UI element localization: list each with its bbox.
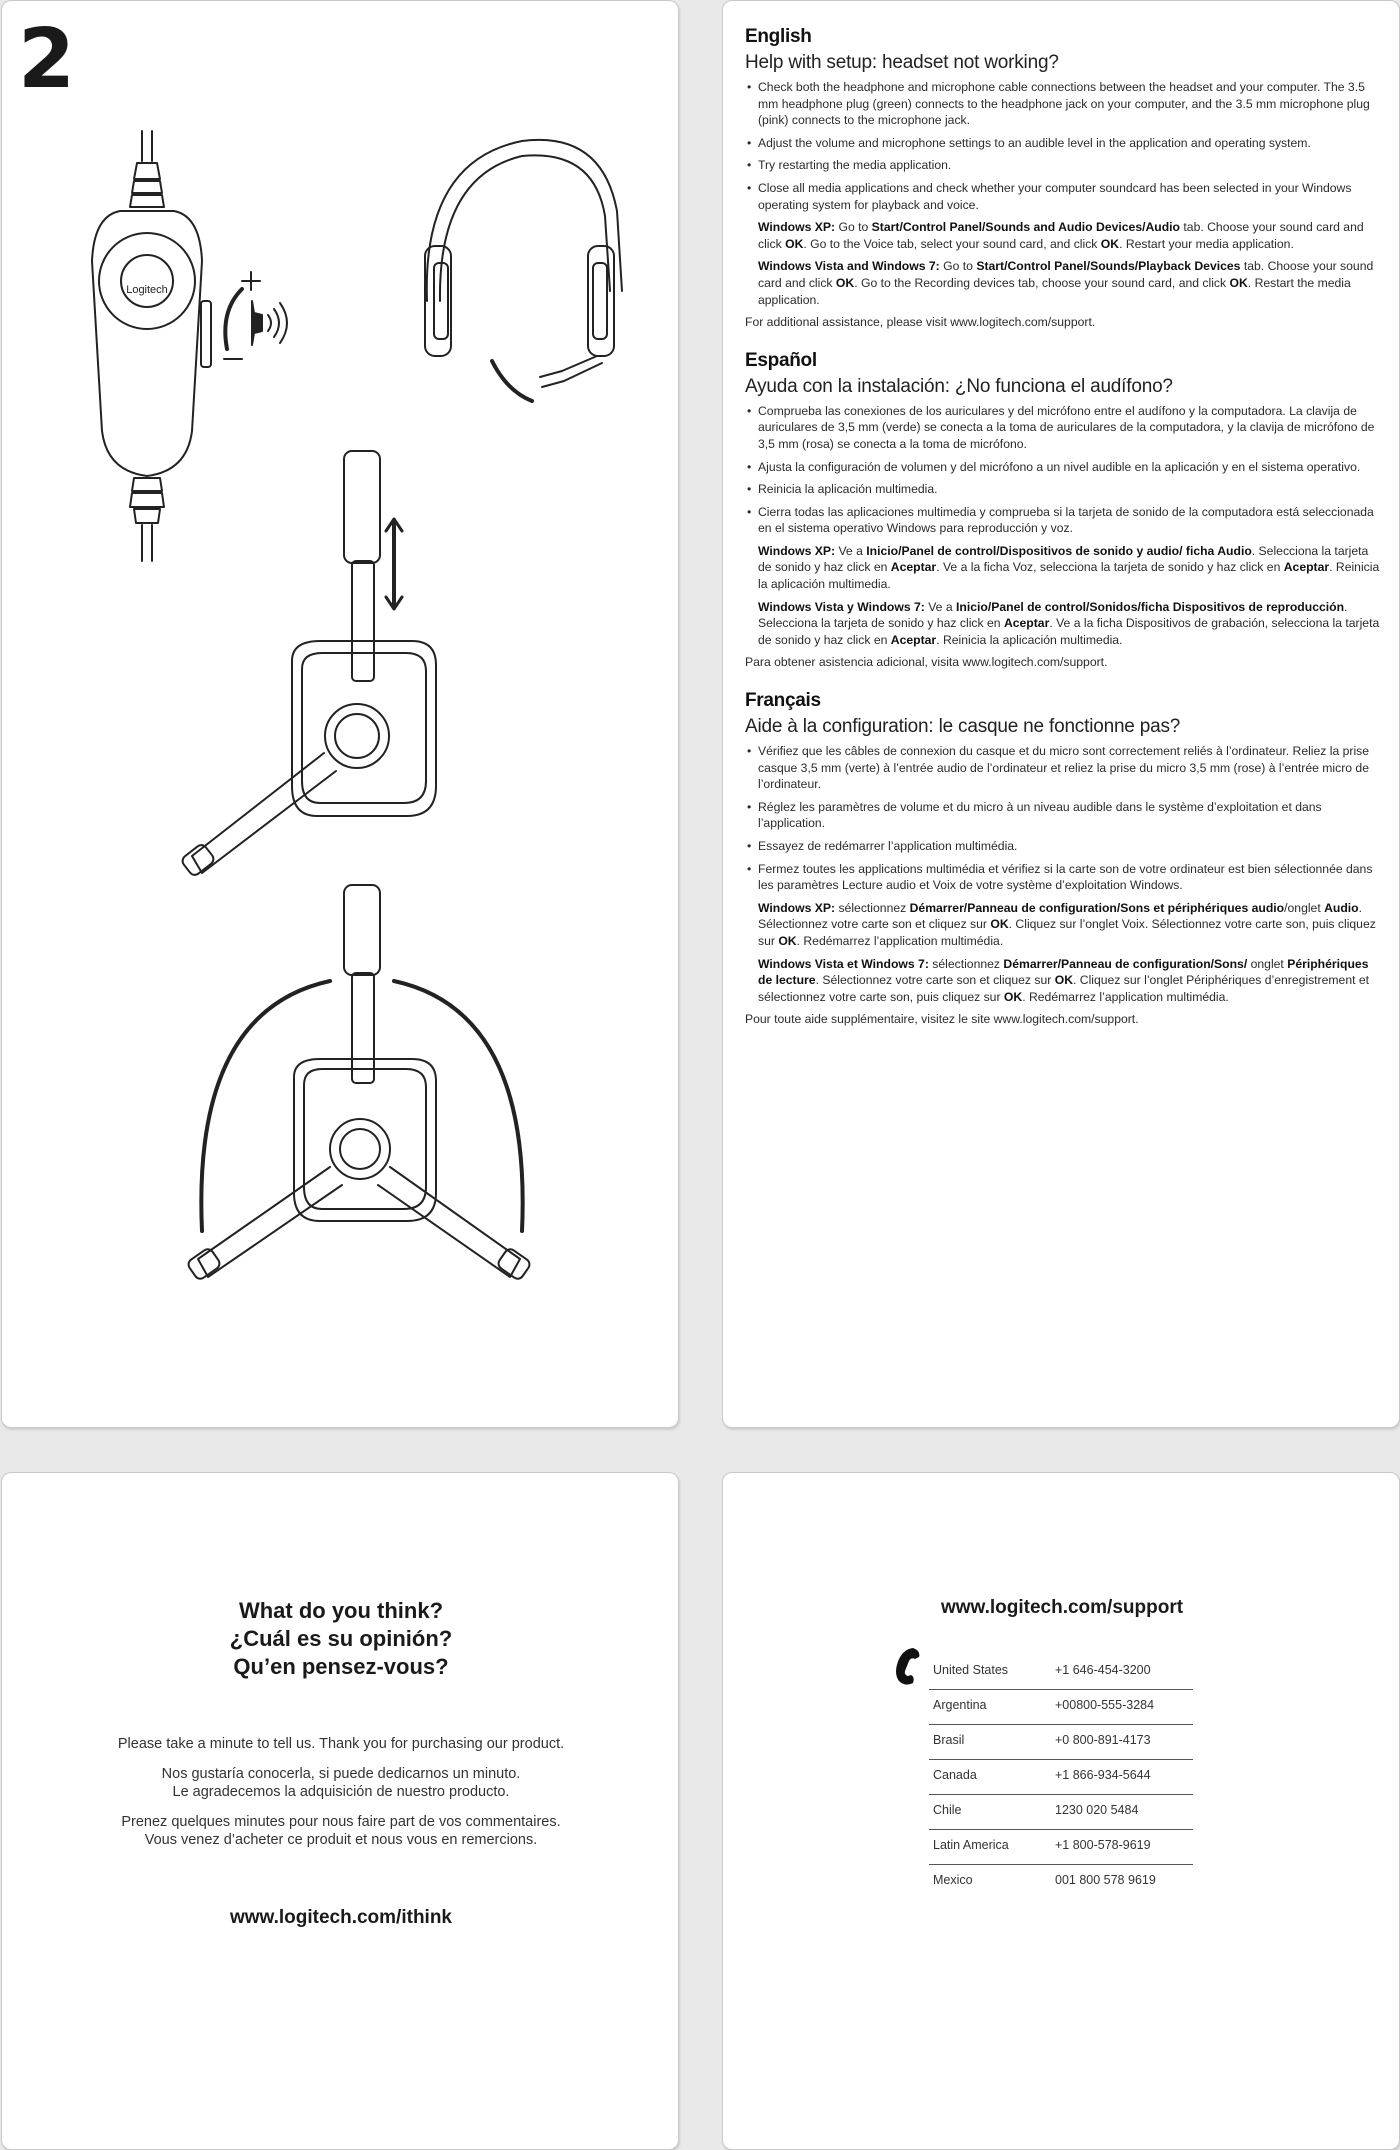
heading-french: Aide à la configuration: le casque ne fonctionne pas? — [745, 716, 1181, 738]
windows-xp-english: Windows XP: Go to Start/Control Panel/Sounds and Audio Devices/Audio tab. Choose your sound card and click OK. Go to the Voice tab, select your sound card, and click OK. Restart your media application. — [758, 220, 1364, 251]
country-cell: Chile — [929, 1795, 1051, 1830]
feedback-question-en: What do you think? — [238, 1598, 444, 1623]
bullet: • Try restarting the media application. — [745, 157, 1385, 174]
phone-cell: +0 800-891-4173 — [1051, 1725, 1193, 1760]
bullet: • Réglez les paramètres de volume et du micro à un niveau audible dans le système d’exploitation et dans l’application. — [745, 799, 1385, 832]
bullets-spanish — [745, 403, 1385, 537]
lang-title-english: English — [745, 26, 812, 47]
phone-cell: +1 800-578-9619 — [1051, 1830, 1193, 1865]
phone-cell: +1 646-454-3200 — [1051, 1655, 1193, 1690]
windows-vista-spanish: Windows Vista y Windows 7: Ve a Inicio/Panel de control/Sonidos/ficha Dispositivos de reproducción. Selecciona la tarjeta de sonido y haz click en Aceptar. Ve a la ficha Dispositivos de grabación, selecciona la tarjeta de sonido y haz click en Aceptar. Reinicia la aplicación multimedia. — [758, 599, 1380, 647]
feedback-question-es: ¿Cuál es su opinión? — [229, 1626, 453, 1651]
section-spanish — [745, 349, 1385, 671]
bullet: • Ajusta la configuración de volumen y del micrófono a un nivel audible en la aplicación y en el sistema operativo. — [745, 459, 1385, 476]
table-row — [929, 1865, 1193, 1900]
bullet: • Vérifiez que les câbles de connexion du casque et du micro sont correctement reliés à l’ordinateur. Reliez la prise casque 3,5 mm (verte) à l’entrée audio de l’ordinateur et reliez la prise du micro 3,5 mm (rose) à l’entrée micro de l’ordinateur. — [745, 743, 1385, 793]
inline-remote-drawing — [92, 131, 287, 561]
illustration-panel — [1, 0, 679, 1428]
bullet: • Close all media applications and check whether your computer soundcard has been selected in your Windows operating system for playback and voice. — [745, 180, 1385, 213]
phone-cell: 001 800 578 9619 — [1055, 1873, 1156, 1887]
phone-cell: +00800-555-3284 — [1051, 1690, 1193, 1725]
feedback-text-en: Please take a minute to tell us. Thank you for purchasing our product. — [117, 1736, 565, 1752]
boom-rotation-drawing — [186, 885, 532, 1281]
windows-vista-french: Windows Vista et Windows 7: sélectionnez Démarrer/Panneau de configuration/Sons/ onglet Périphériques de lecture. Sélectionnez votre carte son et cliquez sur OK. Cliquez sur l’onglet Périphériques d’enregistrement et sélectionnez votre carte son, puis cliquez sur OK. Redémarrez l’application multimédia. — [758, 956, 1370, 1004]
assist-english: For additional assistance, please visit www.logitech.com/support. — [745, 315, 1096, 330]
bullet: • Reinicia la aplicación multimedia. — [745, 481, 1385, 498]
table-row — [929, 1690, 1193, 1725]
assist-french: Pour toute aide supplémentaire, visitez le site www.logitech.com/support. — [745, 1012, 1139, 1027]
windows-xp-spanish: Windows XP: Ve a Inicio/Panel de control/Dispositivos de sonido y audio/ ficha Audio. Selecciona la tarjeta de sonido y haz click en Aceptar. Ve a la ficha Voz, selecciona la tarjeta de sonido y haz click en Aceptar. Reinicia la aplicación multimedia. — [758, 543, 1380, 592]
windows-xp-french: Windows XP: sélectionnez Démarrer/Panneau de configuration/Sons et périphériques audio/onglet Audio. Sélectionnez votre carte son et cliquez sur OK. Cliquez sur l’onglet Voix. Sélectionnez votre carte son, puis cliquez sur OK. Redémarrez l’application multimédia. — [758, 900, 1376, 948]
heading-spanish: Ayuda con la instalación: ¿No funciona el audífono? — [745, 375, 1173, 397]
country-cell: United States — [929, 1655, 1051, 1690]
table-row — [929, 1760, 1193, 1795]
country-cell: Mexico — [933, 1873, 973, 1887]
headset-drawing — [425, 140, 622, 401]
section-english — [745, 25, 1385, 331]
feedback-block — [2, 1597, 680, 1929]
table-row — [929, 1725, 1193, 1760]
headset-illustrations — [2, 1, 680, 1429]
phone-icon — [891, 1645, 925, 1692]
bullets-english — [745, 79, 1385, 213]
country-cell: Argentina — [929, 1690, 1051, 1725]
feedback-text-es: Nos gustaría conocerla, si puede dedicarnos un minuto. Le agradecemos la adquisición de nuestro producto. — [161, 1766, 521, 1800]
feedback-text-fr: Prenez quelques minutes pour nous faire part de vos commentaires. Vous venez d’acheter ce produit et nous vous en remercions. — [121, 1814, 561, 1848]
boom-adjust-drawing — [180, 451, 436, 877]
support-phone-table — [929, 1655, 1193, 1899]
country-cell: Latin America — [929, 1830, 1051, 1865]
table-row — [929, 1795, 1193, 1830]
support-panel — [722, 1472, 1400, 2150]
feedback-panel — [1, 1472, 679, 2150]
step-number: 2 — [18, 12, 76, 107]
remote-logo-text: Logitech — [126, 284, 168, 296]
windows-vista-english: Windows Vista and Windows 7: Go to Start/Control Panel/Sounds/Playback Devices tab. Choose your sound card and click OK. Go to the Recording devices tab, choose your sound card, and click OK. Restart the media application. — [758, 259, 1374, 307]
table-row — [929, 1655, 1193, 1690]
assist-spanish: Para obtener asistencia adicional, visita www.logitech.com/support. — [745, 655, 1108, 670]
support-url-link[interactable]: www.logitech.com/support — [940, 1597, 1184, 1618]
section-french — [745, 689, 1385, 1028]
troubleshooting-content — [745, 25, 1385, 1046]
feedback-url-link[interactable]: www.logitech.com/ithink — [229, 1907, 453, 1928]
phone-cell: +1 866-934-5644 — [1051, 1760, 1193, 1795]
bullet: • Cierra todas las aplicaciones multimedia y comprueba si la tarjeta de sonido de la computadora está seleccionada en el sistema operativo Windows para reproducción y voz. — [745, 504, 1385, 537]
bullet: • Adjust the volume and microphone settings to an audible level in the application and operating system. — [745, 135, 1385, 152]
country-cell: Brasil — [929, 1725, 1051, 1760]
phone-cell: 1230 020 5484 — [1051, 1795, 1193, 1830]
bullets-french — [745, 743, 1385, 894]
troubleshooting-panel — [722, 0, 1400, 1428]
bullet: • Fermez toutes les applications multimédia et vérifiez si la carte son de votre ordinateur est bien sélectionnée dans les paramètres Lecture audio et Voix de votre système d’exploitation Windows. — [745, 861, 1385, 894]
table-row — [929, 1830, 1193, 1865]
lang-title-spanish: Español — [745, 349, 817, 371]
feedback-question-fr: Qu’en pensez-vous? — [233, 1654, 449, 1679]
country-cell: Canada — [929, 1760, 1051, 1795]
bullet: • Essayez de redémarrer l’application multimédia. — [745, 838, 1385, 855]
heading-english: Help with setup: headset not working? — [745, 52, 1059, 73]
bullet: • Check both the headphone and microphone cable connections between the headset and your computer. The 3.5 mm headphone plug (green) connects to the headphone jack on your computer, and the 3.5 mm microphone plug (pink) connects to the microphone jack. — [745, 79, 1385, 129]
lang-title-french: Français — [745, 690, 821, 712]
bullet: • Comprueba las conexiones de los auriculares y del micrófono entre el audífono y la computadora. La clavija de auriculares de 3,5 mm (verde) se conecta a la toma de auriculares de la computadora, y la clavija de micrófono de 3,5 mm (rosa) se conecta a la toma de micrófono. — [745, 403, 1385, 453]
